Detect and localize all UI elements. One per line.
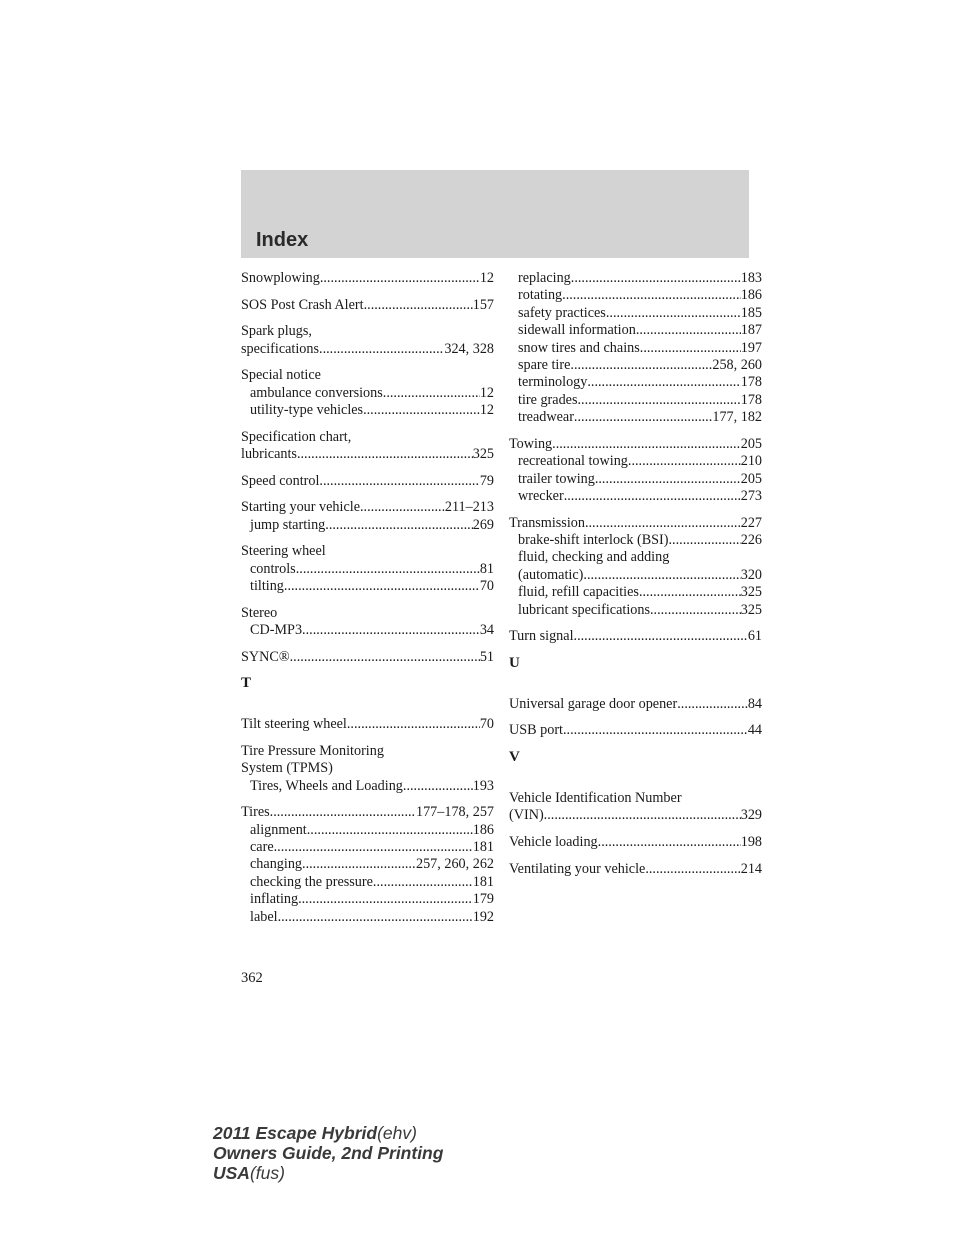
index-entry-line (509, 436, 762, 453)
entry-page-ref: 211–213 (444, 499, 494, 516)
index-entry-line (509, 790, 762, 807)
entry-page-ref: 226 (740, 532, 762, 549)
dot-leader (650, 602, 741, 619)
entry-page-ref: 157 (472, 296, 494, 313)
index-subentry-line (509, 549, 762, 566)
dot-leader (278, 909, 473, 926)
index-subentry-line (241, 578, 494, 595)
index-entry-line (241, 341, 494, 358)
entry-term: Tires (241, 804, 270, 821)
dot-leader (544, 807, 741, 824)
index-section-letter: V (509, 749, 520, 766)
index-entry-line (241, 804, 494, 821)
entry-page-ref: 44 (747, 722, 762, 739)
entry-page-ref: 227 (740, 514, 762, 531)
index-entry-line (241, 473, 494, 490)
dot-leader (320, 270, 480, 287)
index-entry (241, 473, 494, 490)
index-subentry-line (509, 488, 762, 505)
entry-term: Universal garage door opener (509, 695, 678, 712)
index-entry-line (241, 446, 494, 463)
dot-leader (606, 305, 741, 322)
entry-term: inflating (250, 891, 299, 908)
index-entry-line (509, 834, 762, 851)
entry-term: Towing (509, 435, 553, 452)
index-subentry-line (241, 856, 494, 873)
dot-leader (574, 628, 748, 645)
entry-page-ref: 273 (740, 488, 762, 505)
entry-page-ref: 325 (472, 446, 494, 462)
dot-leader (585, 515, 741, 532)
dot-leader (574, 409, 712, 426)
entry-term: alignment (250, 821, 307, 838)
index-entry (509, 834, 762, 851)
dot-leader (383, 385, 480, 402)
entry-term: Vehicle loading (509, 834, 598, 851)
index-entry-line (509, 628, 762, 645)
entry-term: rotating (518, 287, 563, 304)
entry-term: Tires, Wheels and Loading (250, 777, 403, 794)
entry-term: recreational towing (518, 453, 628, 470)
index-entry-line (241, 543, 494, 560)
index-entry (509, 628, 762, 645)
dot-leader (636, 322, 741, 339)
entry-term: brake-shift interlock (BSI) (518, 532, 669, 549)
dot-leader (270, 804, 416, 821)
index-subentry-line (241, 874, 494, 891)
index-subentry-line (509, 287, 762, 304)
index-column-left (241, 270, 494, 935)
index-entry-line (509, 722, 762, 739)
index-subentry-line (241, 891, 494, 908)
entry-page-ref: 181 (472, 873, 494, 890)
entry-term: label (250, 908, 278, 925)
index-entry-line (241, 760, 494, 777)
entry-term: Spark plugs, (241, 323, 312, 340)
index-entry-line (241, 743, 494, 760)
dot-leader (639, 584, 741, 601)
entry-term: changing (250, 856, 303, 873)
dot-leader (290, 649, 480, 666)
entry-term: Tilt steering wheel (241, 716, 347, 733)
index-subentry-line (509, 602, 762, 619)
entry-page-ref: 325 (740, 584, 762, 601)
entry-term: Speed control (241, 472, 320, 489)
index-entry (241, 297, 494, 314)
dot-leader (563, 722, 748, 739)
entry-page-ref: 187 (740, 322, 762, 339)
footer-line-model (213, 1123, 443, 1143)
entry-term: controls (250, 560, 296, 577)
entry-page-ref: 70 (479, 716, 494, 733)
entry-term: lubricant specifications (518, 601, 650, 618)
entry-page-ref: 177, 182 (712, 409, 762, 426)
dot-leader (364, 297, 473, 314)
entry-page-ref: 12 (479, 384, 494, 401)
index-entry (241, 804, 494, 926)
index-entry (241, 649, 494, 666)
index-entry (241, 743, 494, 795)
entry-page-ref: 12 (479, 270, 494, 286)
index-entry (241, 367, 494, 419)
index-entry-line (509, 515, 762, 532)
entry-page-ref: 325 (740, 601, 762, 618)
entry-term: treadwear (518, 409, 574, 426)
index-entry (509, 861, 762, 878)
index-entry-line (241, 323, 494, 340)
index-subentry-line (241, 839, 494, 856)
dot-leader (595, 471, 741, 488)
index-subentry-line (509, 584, 762, 601)
dot-leader (319, 341, 444, 358)
footer-market-code: (fus) (249, 1163, 285, 1183)
entry-page-ref: 320 (740, 566, 762, 583)
entry-term: Ventilating your vehicle (509, 860, 646, 877)
footer-model-code: (ehv) (377, 1123, 417, 1143)
entry-page-ref: 186 (740, 287, 762, 304)
index-subentry-line (509, 305, 762, 322)
entry-page-ref: 84 (747, 695, 762, 712)
index-subentry-line (241, 402, 494, 419)
entry-page-ref: 214 (740, 860, 762, 877)
entry-page-ref: 34 (479, 622, 494, 638)
index-subentry-line (509, 392, 762, 409)
entry-page-ref: 51 (479, 648, 494, 665)
index-subentry-line (509, 340, 762, 357)
entry-page-ref: 198 (740, 834, 762, 851)
entry-term: USB port (509, 722, 563, 739)
entry-term: Specification chart, (241, 428, 352, 445)
index-entry (509, 696, 762, 713)
entry-page-ref: 185 (740, 304, 762, 321)
dot-leader (577, 392, 740, 409)
dot-leader (274, 839, 473, 856)
entry-term: SYNC® (241, 648, 290, 665)
index-subentry-line (509, 374, 762, 391)
dot-leader (284, 578, 480, 595)
index-entry-line (241, 429, 494, 446)
index-entry (509, 722, 762, 739)
entry-page-ref: 324, 328 (444, 340, 494, 357)
index-subentry-line (509, 532, 762, 549)
dot-leader (307, 822, 473, 839)
entry-term: (VIN) (509, 807, 544, 824)
entry-term: (automatic) (518, 566, 584, 583)
dot-leader (628, 453, 741, 470)
index-subentry-line (509, 471, 762, 488)
index-column-right (509, 270, 762, 887)
entry-term: SOS Post Crash Alert (241, 296, 364, 313)
index-subentry-line (509, 567, 762, 584)
dot-leader (403, 778, 473, 795)
entry-page-ref: 205 (740, 435, 762, 452)
index-entry-line (241, 649, 494, 666)
dot-leader (363, 402, 480, 419)
index-entry-line (241, 716, 494, 733)
index-entry-line (241, 499, 494, 516)
entry-page-ref: 181 (472, 839, 494, 855)
entry-page-ref: 210 (740, 453, 762, 470)
entry-term: fluid, refill capacities (518, 584, 639, 601)
entry-term: System (TPMS) (241, 760, 333, 777)
footer-line-market (213, 1163, 443, 1183)
index-entry (509, 515, 762, 619)
index-entry (241, 605, 494, 640)
dot-leader (598, 834, 741, 851)
dot-leader (677, 696, 748, 713)
index-section-letter: U (509, 654, 520, 671)
dot-leader (562, 287, 741, 304)
entry-page-ref: 12 (479, 402, 494, 418)
dot-leader (302, 622, 480, 639)
entry-term: Tire Pressure Monitoring (241, 742, 384, 759)
dot-leader (669, 532, 741, 549)
entry-term: Stereo (241, 604, 278, 621)
entry-page-ref: 178 (740, 391, 762, 408)
entry-page-ref: 79 (479, 472, 494, 489)
page-number: 362 (241, 970, 263, 986)
entry-page-ref: 192 (472, 908, 494, 925)
entry-term: fluid, checking and adding (518, 549, 670, 566)
index-subentry-line (241, 909, 494, 926)
dot-leader (640, 340, 741, 357)
dot-leader (297, 446, 473, 463)
footer-printing: Owners Guide, 2nd Printing (213, 1143, 444, 1163)
entry-page-ref: 269 (472, 516, 494, 533)
entry-page-ref: 61 (747, 628, 762, 645)
index-subentry-line (509, 357, 762, 374)
entry-page-ref: 197 (740, 339, 762, 356)
dot-leader (347, 716, 480, 733)
entry-term: sidewall information (518, 322, 636, 339)
footer-market: USA (213, 1163, 250, 1183)
entry-term: terminology (518, 374, 588, 391)
entry-page-ref: 205 (740, 470, 762, 487)
index-entry (509, 436, 762, 506)
index-entry-line (509, 696, 762, 713)
entry-page-ref: 258, 260 (712, 357, 762, 374)
index-entry (509, 270, 762, 427)
entry-term: spare tire (518, 357, 571, 374)
dot-leader (298, 891, 473, 908)
dot-leader (587, 374, 740, 391)
dot-leader (564, 488, 741, 505)
entry-page-ref: 193 (472, 777, 494, 794)
dot-leader (570, 357, 712, 374)
entry-term: snow tires and chains (518, 339, 640, 356)
entry-page-ref: 257, 260, 262 (415, 856, 494, 873)
index-entry (241, 323, 494, 358)
index-entry-line (241, 270, 494, 287)
page-title: Index (256, 229, 309, 251)
dot-leader (552, 436, 741, 453)
entry-term: Starting your vehicle (241, 499, 360, 516)
entry-page-ref: 70 (479, 578, 494, 594)
index-subentry-line (509, 453, 762, 470)
dot-leader (373, 874, 473, 891)
entry-page-ref: 177–178, 257 (415, 804, 494, 821)
dot-leader (571, 270, 741, 287)
dot-leader (360, 499, 445, 516)
entry-term: jump starting (250, 516, 326, 533)
dot-leader (583, 567, 740, 584)
entry-term: checking the pressure (250, 873, 373, 890)
dot-leader (645, 861, 740, 878)
index-subentry-line (241, 385, 494, 402)
index-subentry-line (509, 409, 762, 426)
index-subentry-line (241, 561, 494, 578)
entry-page-ref: 179 (472, 891, 494, 908)
index-entry (241, 270, 494, 287)
index-subentry-line (241, 778, 494, 795)
entry-term: Steering wheel (241, 543, 326, 560)
dot-leader (325, 517, 472, 534)
index-section-letter: T (241, 675, 252, 692)
entry-term: specifications (241, 340, 320, 357)
entry-page-ref: 178 (740, 374, 762, 391)
index-subentry-line (241, 622, 494, 639)
index-entry (241, 543, 494, 595)
index-entry-line (241, 297, 494, 314)
entry-page-ref: 186 (472, 821, 494, 838)
index-entry-line (241, 367, 494, 384)
entry-term: utility-type vehicles (250, 402, 364, 418)
entry-page-ref: 81 (479, 560, 494, 577)
entry-term: ambulance conversions (250, 384, 383, 401)
entry-term: Snowplowing (241, 270, 320, 286)
entry-term: wrecker (518, 488, 564, 505)
entry-term: trailer towing (518, 470, 595, 487)
document-footer (213, 1123, 443, 1183)
entry-term: Vehicle Identification Number (509, 790, 682, 807)
entry-term: replacing (518, 270, 571, 286)
entry-term: Turn signal (509, 628, 574, 645)
dot-leader (319, 473, 479, 490)
entry-term: lubricants (241, 446, 297, 462)
index-entry (241, 429, 494, 464)
entry-term: care (250, 839, 274, 855)
index-subentry-line (509, 322, 762, 339)
footer-model: 2011 Escape Hybrid (213, 1123, 378, 1143)
dot-leader (302, 856, 416, 873)
entry-term: tilting (250, 578, 284, 594)
entry-term: Special notice (241, 367, 321, 384)
entry-page-ref: 329 (740, 807, 762, 824)
index-entry (241, 716, 494, 733)
entry-term: Transmission (509, 514, 585, 531)
entry-term: CD-MP3 (250, 622, 303, 638)
dot-leader (296, 561, 480, 578)
index-entry (241, 499, 494, 534)
index-subentry-line (241, 822, 494, 839)
entry-term: tire grades (518, 391, 578, 408)
index-entry (509, 790, 762, 825)
index-entry-line (509, 807, 762, 824)
index-subentry-line (241, 517, 494, 534)
index-entry-line (241, 605, 494, 622)
index-header-band (241, 170, 749, 258)
entry-term: safety practices (518, 304, 606, 321)
index-subentry-line (509, 270, 762, 287)
index-entry-line (509, 861, 762, 878)
entry-page-ref: 183 (740, 270, 762, 286)
